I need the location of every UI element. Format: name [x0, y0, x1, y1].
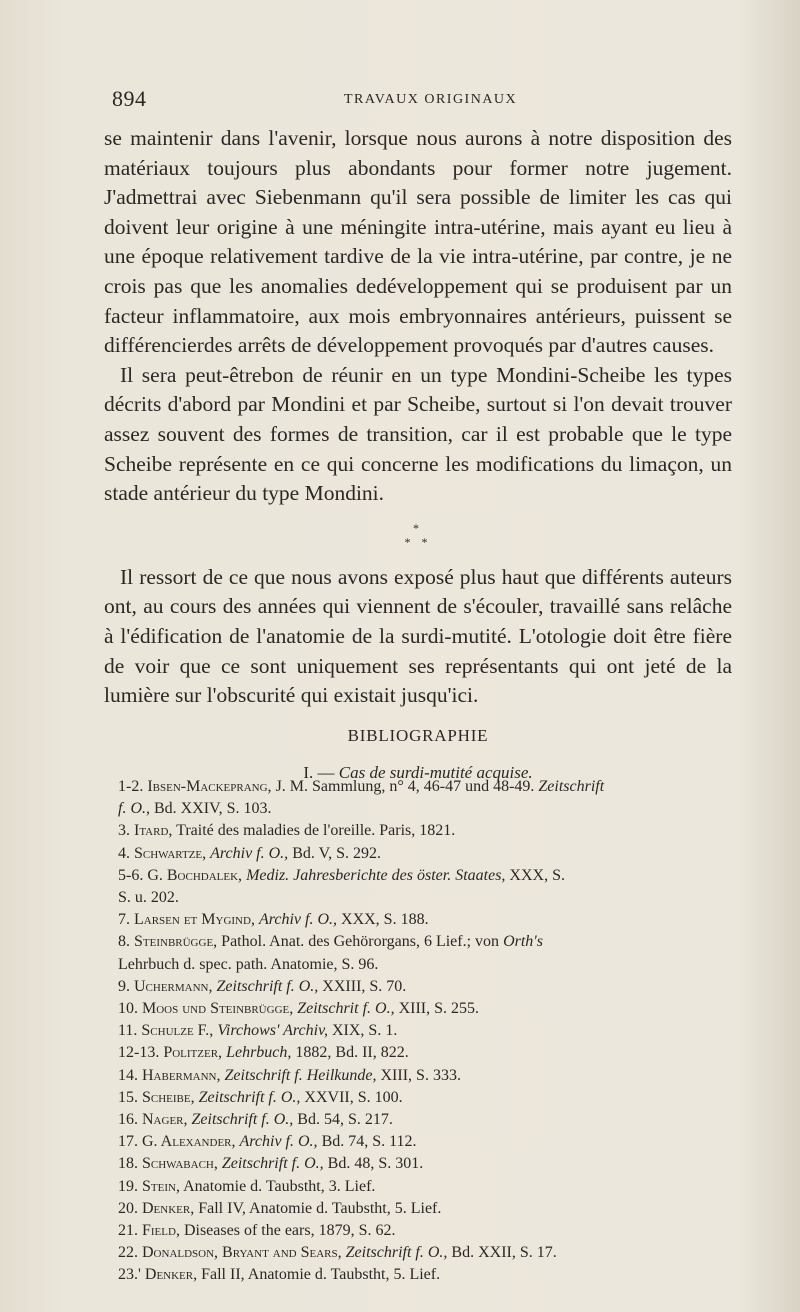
reference-author: Uchermann, — [134, 977, 213, 995]
reference-details: J. M. Sammlung, n° 4, 46-47 und 48-49. — [271, 778, 539, 795]
reference-continuation: S. u. 202. — [118, 889, 179, 907]
reference-number: 11. — [118, 1022, 138, 1040]
reference-author: Scheibe, — [142, 1088, 195, 1106]
reference-item — [104, 931, 760, 975]
reference-item — [104, 1131, 760, 1153]
reference-volume: XIX, S. 1. — [327, 1022, 398, 1040]
reference-item — [104, 1220, 760, 1242]
section-number: I. — — [303, 763, 335, 783]
reference-journal: Virchows' Archiv, — [217, 1022, 328, 1040]
reference-number: 5-6. — [118, 866, 144, 884]
reference-item — [104, 976, 760, 998]
reference-author: G. Alexander, — [142, 1133, 236, 1151]
reference-number: 9. — [118, 977, 130, 995]
reference-item — [104, 776, 760, 820]
reference-author: Denker, — [142, 1199, 195, 1217]
reference-details: Pathol. Anat. des Gehörorgans, 6 Lief.; von — [217, 933, 504, 951]
reference-author: Politzer, — [163, 1044, 223, 1062]
reference-journal: Archiv f. O., — [239, 1133, 318, 1151]
reference-author: Itard, — [134, 822, 173, 840]
reference-item — [104, 909, 760, 931]
reference-author: Larsen et Mygind, — [134, 911, 255, 929]
reference-author: Field, — [142, 1222, 180, 1240]
body-text — [104, 124, 732, 796]
reference-details: Fall IV, Anatomie d. Taubstht, 5. Lief. — [194, 1199, 442, 1217]
reference-number: 17. — [118, 1133, 138, 1151]
reference-volume: XXX, S. — [505, 866, 565, 884]
reference-author: Denker, — [144, 1266, 198, 1284]
reference-journal: Zeitschrit f. O., — [297, 1000, 395, 1018]
reference-author: G. Bochdalek, — [147, 866, 243, 884]
reference-details: Traité des maladies de l'oreille. Paris, 1821. — [172, 822, 456, 840]
reference-volume: Bd. 74, S. 112. — [317, 1133, 417, 1151]
reference-author: Ibsen-Mackeprang, — [147, 778, 272, 795]
reference-journal: Zeitschrift f. O., — [221, 1155, 324, 1173]
reference-details: Anatomie d. Taubstht, 3. Lief. — [179, 1177, 376, 1195]
reference-number: 3. — [118, 822, 130, 840]
reference-volume: Bd. 54, S. 217. — [293, 1111, 393, 1129]
reference-item — [104, 1198, 760, 1220]
reference-number: 7. — [118, 911, 130, 929]
reference-volume: 1882, Bd. II, 822. — [291, 1044, 409, 1062]
reference-author: Habermann, — [142, 1066, 221, 1084]
paragraph: Il ressort de ce que nous avons exposé plus haut que différents auteurs ont, au cours des années qui viennent de s'écouler, travaillé sans relâche à l'édification de l'anatomie de la surdi-mutité. L'otologie doit être fière de voir que ce sont uniquement ses représentants qui ont jeté de la lumière sur l'obscurité qui existait jusqu'ici. — [104, 564, 732, 708]
bibliography-title: BIBLIOGRAPHIE — [347, 725, 489, 745]
reference-volume: XIII, S. 333. — [376, 1066, 461, 1084]
reference-volume: XXX, S. 188. — [337, 911, 429, 929]
reference-volume: XXIII, S. 70. — [318, 977, 407, 995]
reference-details: Fall II, Anatomie d. Taubstht, 5. Lief. — [197, 1266, 441, 1284]
reference-journal: Zeitschrift — [538, 778, 605, 795]
reference-volume: Bd. 48, S. 301. — [323, 1155, 424, 1173]
reference-item — [104, 865, 760, 909]
reference-volume: XXVII, S. 100. — [300, 1088, 403, 1106]
reference-item — [104, 1176, 760, 1198]
reference-item — [104, 820, 760, 842]
reference-item — [104, 1020, 760, 1042]
reference-continuation: f. O., Bd. XXIV, S. 103. — [118, 800, 272, 818]
reference-number: 16. — [118, 1111, 138, 1129]
reference-volume: XIII, S. 255. — [394, 1000, 480, 1018]
reference-journal: Zeitschrift f. O., — [345, 1244, 448, 1262]
page-number: 894 — [112, 86, 147, 111]
running-head: TRAVAUX ORIGINAUX — [344, 92, 518, 107]
reference-journal: Archiv f. O., — [258, 911, 338, 929]
reference-journal: Zeitschrift f. O., — [191, 1111, 294, 1129]
reference-item — [104, 1153, 760, 1175]
reference-author: Stein, — [142, 1177, 180, 1195]
reference-number: 14. — [118, 1066, 138, 1084]
reference-author: Donaldson, Bryant and Sears, — [142, 1244, 342, 1262]
reference-item — [104, 1042, 760, 1064]
reference-number: 22. — [118, 1244, 138, 1262]
reference-number: 21. — [118, 1222, 138, 1240]
reference-journal: Zeitschrift f. O., — [216, 977, 319, 995]
reference-number: 18. — [118, 1155, 138, 1173]
page-header — [112, 86, 710, 116]
reference-author: Steinbrügge, — [134, 933, 218, 951]
reference-item — [104, 998, 760, 1020]
reference-number: 19. — [118, 1177, 138, 1195]
reference-number: 1-2. — [118, 778, 144, 795]
paragraph: Il sera peut-êtrebon de réunir en un type Mondini-Scheibe les types décrits d'abord par Mondini et par Scheibe, surtout si l'on devait trouver assez souvent des formes de transition, car il est probable que le type Scheibe représente en ce qui concerne les modifications du limaçon, un stade antérieur du type Mondini. — [104, 362, 732, 506]
reference-journal: Orth's — [503, 933, 543, 951]
reference-number: 15. — [118, 1088, 138, 1106]
reference-volume: Bd. XXII, S. 17. — [447, 1244, 557, 1262]
paragraph: se maintenir dans l'avenir, lorsque nous aurons à notre disposition des matériaux toujours plus abondants pour former notre jugement. J'admettrai avec Siebenmann qu'il sera possible de limiter les cas qui doivent leur origine à une méningite intra-utérine, mais ayant eu lieu à une époque relativement tardive de la vie intra-utérine, par contre, je ne crois pas que les anomalies dedéveloppement qui se produisent par un facteur inflammatoire, aux mois embryonnaires antérieurs, puissent se différencierdes arrêts de développement provoqués par d'autres causes. — [104, 126, 732, 358]
reference-details: Diseases of the ears, 1879, S. 62. — [179, 1222, 396, 1240]
reference-journal: Lehrbuch, — [226, 1044, 292, 1062]
reference-volume: Bd. V, S. 292. — [288, 844, 381, 862]
reference-item — [104, 843, 760, 865]
reference-author: Schwartze, — [134, 844, 207, 862]
reference-number: 4. — [118, 844, 130, 862]
reference-list — [104, 776, 760, 1287]
reference-item — [104, 1087, 760, 1109]
reference-author: Schulze F., — [141, 1022, 214, 1040]
reference-journal: Zeitschrift f. O., — [198, 1088, 301, 1106]
separator-star-top: * — [413, 520, 423, 535]
separator-star-bottom: * * — [404, 534, 432, 549]
reference-journal: Archiv f. O., — [210, 844, 289, 862]
reference-item — [104, 1264, 760, 1286]
section-name: Cas de surdi-mutité acquise. — [338, 763, 533, 783]
reference-number: 20. — [118, 1199, 138, 1217]
reference-item — [104, 1109, 760, 1131]
reference-author: Schwabach, — [142, 1155, 218, 1173]
reference-author: Moos und Steinbrügge, — [142, 1000, 294, 1018]
section-separator — [104, 521, 732, 549]
reference-author: Nager, — [142, 1111, 188, 1129]
reference-number: 10. — [118, 1000, 138, 1018]
reference-item — [104, 1242, 760, 1264]
reference-journal: Zeitschrift f. Heilkunde, — [224, 1066, 377, 1084]
reference-item — [104, 1065, 760, 1087]
reference-journal: Mediz. Jahresberichte des öster. Staates, — [246, 866, 506, 884]
reference-number: 12-13. — [118, 1044, 160, 1062]
reference-number: 23.' — [118, 1266, 141, 1284]
reference-number: 8. — [118, 933, 130, 951]
reference-continuation: Lehrbuch d. spec. path. Anatomie, S. 96. — [118, 955, 379, 973]
